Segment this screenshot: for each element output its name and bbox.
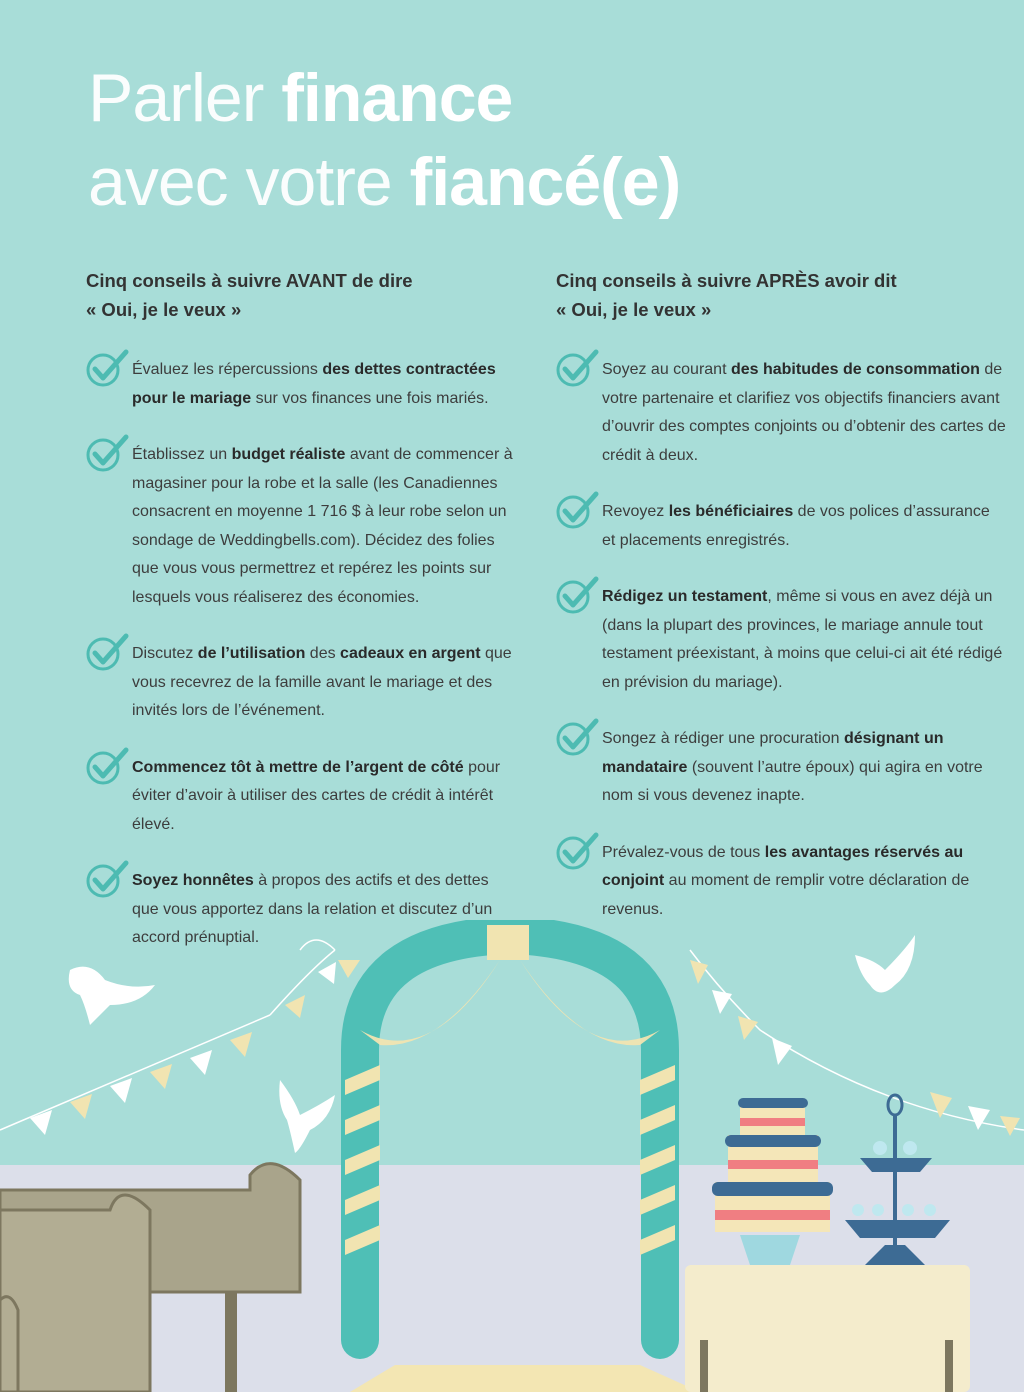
tip-fragment: Songez à rédiger une procuration	[602, 730, 844, 747]
check-icon	[86, 433, 130, 473]
tip-emphasis: Rédigez un testament	[602, 588, 768, 605]
check-icon	[86, 859, 130, 899]
wedding-illustration	[0, 920, 1024, 1392]
before-tip-list	[86, 356, 516, 953]
tip-emphasis: Commencez tôt à mettre de l’argent de côté	[132, 758, 464, 776]
tip-fragment: Soyez au courant	[602, 361, 731, 378]
tip-fragment: Prévalez-vous de tous	[602, 843, 765, 861]
check-icon	[556, 575, 600, 615]
tip-text	[602, 725, 1006, 811]
after-tip-list	[556, 356, 1006, 924]
dove-icon	[69, 967, 155, 1025]
tip-emphasis: les bénéficiaires	[668, 503, 794, 520]
tip-fragment: avant de commencer à magasiner pour la robe et la salle (les Canadiennes consacrent en moyenne 1 716 $ à leur robe selon un sondage de Weddingbells.com). Décidez des folies que vous vous permettrez et repérez les points sur lesquels vous réaliserez des économies.	[132, 446, 513, 606]
tip-emphasis: Soyez honnêtes	[132, 872, 254, 889]
tip-text	[132, 356, 516, 413]
tip-emphasis: désignant un mandataire	[602, 730, 944, 776]
tip-fragment: que vous recevrez de la famille avant le mariage et des invités lors de l’événement.	[132, 645, 512, 719]
tip-fragment: pour éviter d’avoir à utiliser des cartes de crédit à intérêt élevé.	[132, 758, 501, 833]
check-icon	[556, 490, 600, 530]
tip-emphasis: budget réaliste	[231, 446, 346, 463]
page-title	[88, 56, 680, 224]
tip-fragment: de vos polices d’assurance et placements enregistrés.	[602, 503, 990, 549]
check-icon	[556, 717, 600, 757]
tip-fragment: au moment de remplir votre déclaration de revenus.	[602, 872, 970, 918]
check-icon	[556, 348, 600, 388]
aisle-carpet	[350, 1365, 700, 1392]
tip-text	[602, 583, 1006, 697]
tip-emphasis: les avantages réservés au conjoint	[602, 843, 964, 889]
tip-text	[132, 640, 516, 726]
tip-fragment: de votre partenaire et clarifiez vos objectifs financiers avant d’ouvrir des comptes conjoints ou d’obtenir des cartes de crédit à deux.	[602, 361, 1006, 464]
check-icon	[86, 348, 130, 388]
bunting-left	[0, 940, 360, 1135]
before-tip-4	[86, 754, 516, 840]
before-heading-line1: Cinq conseils à suivre AVANT de dire	[86, 270, 413, 291]
check-icon	[556, 831, 600, 871]
after-tip-4	[556, 725, 1006, 811]
after-tip-2	[556, 498, 1006, 555]
before-tip-3	[86, 640, 516, 726]
tip-fragment: Établissez un	[132, 446, 232, 463]
title-line2-light: avec votre	[88, 144, 410, 220]
title-line1-light: Parler	[88, 60, 282, 136]
tip-fragment: Discutez	[132, 645, 198, 662]
tip-fragment: Revoyez	[602, 503, 669, 520]
tip-fragment: (souvent l’autre époux) qui agira en votre nom si vous devenez inapte.	[602, 758, 983, 804]
tip-emphasis: cadeaux en argent	[340, 645, 481, 662]
before-heading	[86, 266, 516, 324]
dove-icon	[279, 1080, 335, 1153]
check-icon	[86, 632, 130, 672]
tip-emphasis: de l’utilisation	[197, 645, 306, 662]
tip-text	[602, 498, 1006, 555]
after-heading	[556, 266, 1006, 324]
after-heading-line2: « Oui, je le veux »	[556, 299, 712, 320]
title-line1-bold: finance	[281, 60, 513, 136]
title-line-1	[88, 56, 680, 140]
tip-fragment: à propos des actifs et des dettes que vous apportez dans la relation et discutez d’un accord prénuptial.	[132, 872, 493, 946]
before-heading-line2: « Oui, je le veux »	[86, 299, 242, 320]
tip-fragment: , même si vous en avez déjà un (dans la plupart des provinces, le mariage annule tout testament préexistant, à moins que celui-ci ait été rédigé en prévision du mariage).	[602, 588, 1003, 691]
title-line2-bold: fiancé(e)	[409, 144, 681, 220]
tip-fragment: des	[305, 645, 341, 662]
after-tip-3	[556, 583, 1006, 697]
after-column	[556, 266, 1006, 952]
before-column	[86, 266, 516, 981]
tip-text	[132, 754, 516, 840]
after-tip-5	[556, 839, 1006, 925]
tip-text	[602, 356, 1006, 470]
tip-emphasis: des dettes contractées pour le mariage	[132, 361, 496, 407]
after-tip-1	[556, 356, 1006, 470]
tip-fragment: Évaluez les répercussions	[132, 361, 323, 378]
after-heading-line1: Cinq conseils à suivre APRÈS avoir dit	[556, 270, 897, 291]
before-tip-1	[86, 356, 516, 413]
tip-emphasis: des habitudes de consommation	[730, 361, 980, 378]
tip-fragment: sur vos finances une fois mariés.	[251, 389, 489, 407]
tip-text	[132, 441, 516, 612]
cake-table	[685, 1265, 970, 1392]
before-tip-2	[86, 441, 516, 612]
title-line-2	[88, 140, 680, 224]
check-icon	[86, 746, 130, 786]
dove-icon	[855, 935, 915, 993]
tip-text	[602, 839, 1006, 925]
